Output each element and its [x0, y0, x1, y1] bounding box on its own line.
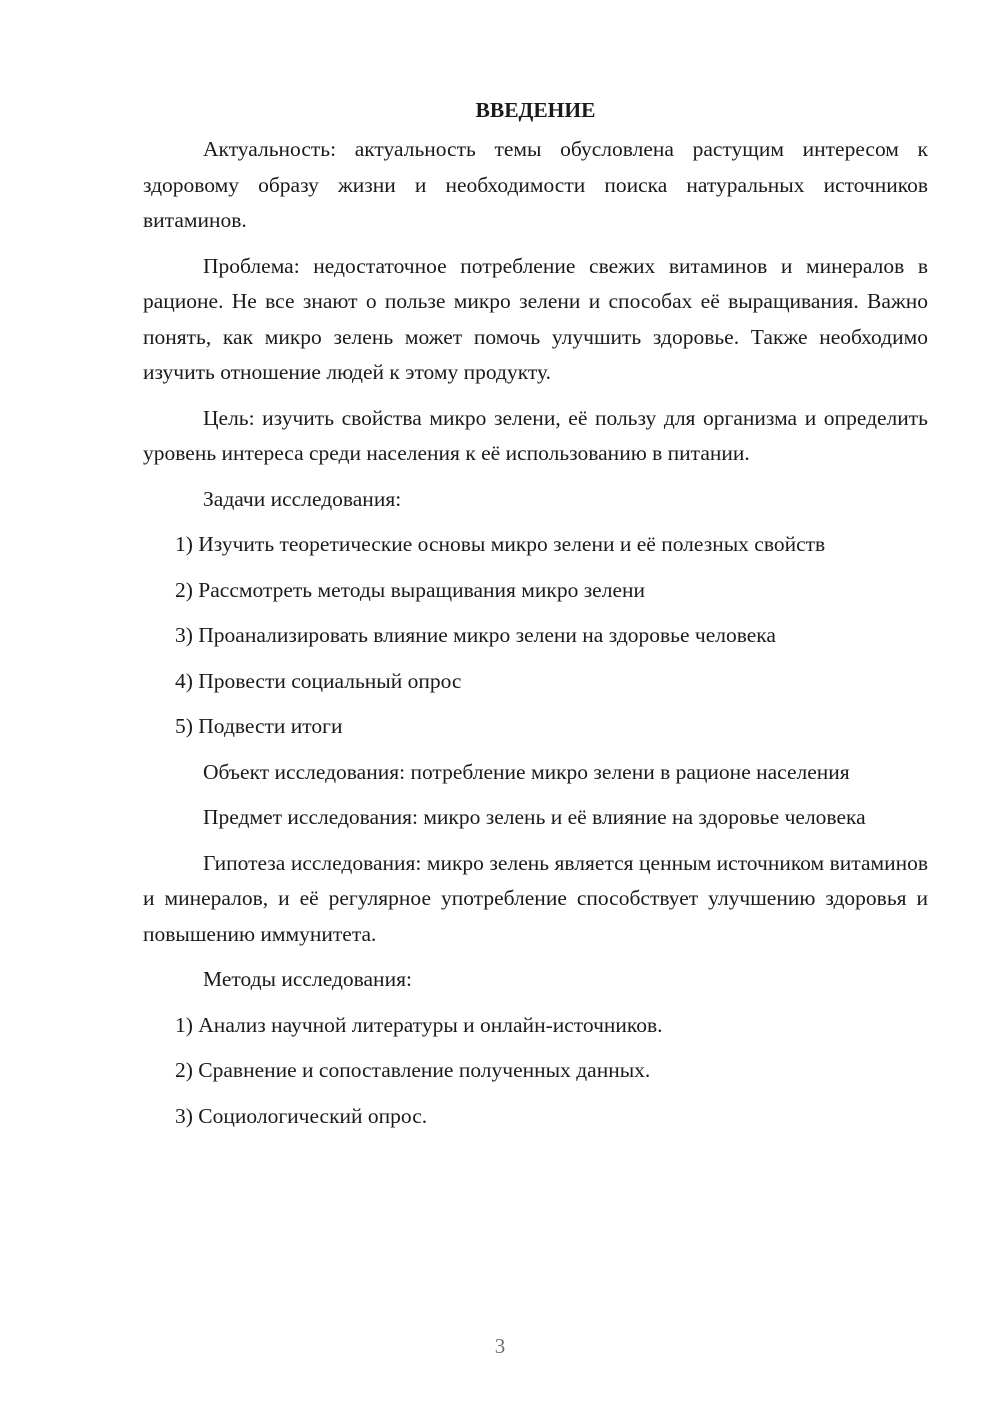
relevance-paragraph: Актуальность: актуальность темы обусловлена растущим интересом к здоровому образу жизни и необходимости поиска натуральных источников витаминов.: [143, 137, 928, 232]
list-item: 4) Провести социальный опрос: [175, 668, 462, 693]
tasks-heading: Задачи исследования:: [203, 486, 402, 511]
section-title: ВВЕДЕНИЕ: [475, 98, 596, 122]
subject-paragraph: Предмет исследования: микро зелень и её влияние на здоровье человека: [203, 805, 866, 829]
list-item: 1) Анализ научной литературы и онлайн-источников.: [175, 1012, 663, 1037]
list-item: 5) Подвести итоги: [175, 714, 343, 738]
methods-heading: Методы исследования:: [203, 967, 412, 991]
problem-paragraph: Проблема: недостаточное потребление свежих витаминов и минералов в рационе. Не все знают о пользе микро зелени и способах её выращивания. Важно понять, как микро зелень может помочь улучшить здоровье. Также необходимо изучить отношение людей к этому продукту.: [143, 253, 928, 384]
page-number: 3: [494, 1334, 506, 1358]
list-item: 3) Социологический опрос.: [175, 1103, 428, 1128]
goal-paragraph: Цель: изучить свойства микро зелени, её пользу для организма и определить уровень интереса среди населения к её использованию в питании.: [143, 405, 928, 465]
list-item: 1) Изучить теоретические основы микро зелени и её полезных свойств: [175, 532, 826, 556]
list-item: 2) Рассмотреть методы выращивания микро зелени: [175, 577, 646, 602]
object-paragraph: Объект исследования: потребление микро зелени в рационе населения: [203, 759, 850, 784]
methods-list: [143, 1008, 928, 1135]
hypothesis-paragraph: Гипотеза исследования: микро зелень является ценным источником витаминов и минералов, и её регулярное употребление способствует улучшению здоровья и повышению иммунитета.: [143, 850, 928, 946]
list-item: 3) Проанализировать влияние микро зелени на здоровье человека: [175, 623, 776, 647]
list-item: 2) Сравнение и сопоставление полученных данных.: [175, 1058, 651, 1082]
tasks-list: [143, 527, 928, 745]
document-page: [143, 92, 928, 1144]
